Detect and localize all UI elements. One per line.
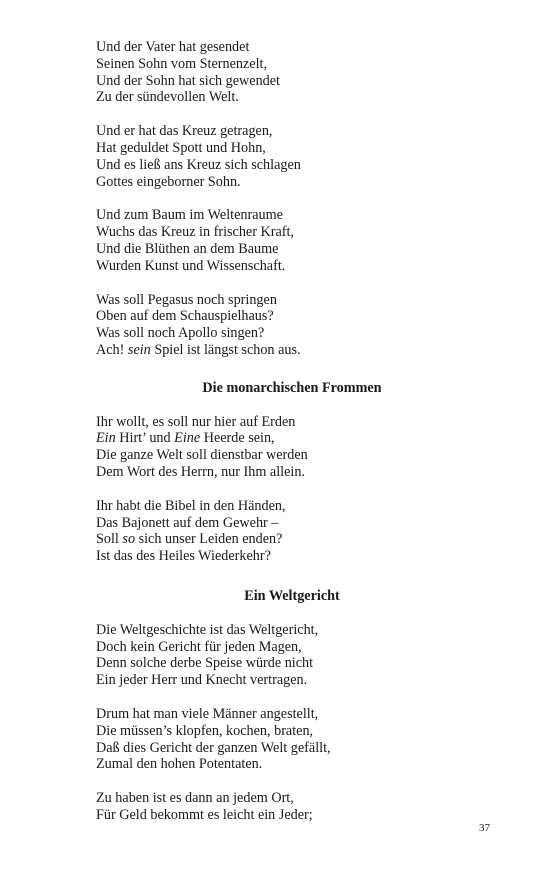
stanza [96, 207, 496, 274]
verse-line [96, 292, 496, 309]
verse-text: Ist das des Heiles Wiederkehr? [96, 548, 271, 565]
verse-text: Zumal den hohen Potentaten. [96, 756, 263, 773]
verse-text: Doch kein Gericht für jeden Magen, [96, 638, 302, 655]
verse-line [96, 706, 496, 723]
verse-line [96, 756, 496, 773]
verse-text: Die ganze Welt soll dienstbar werden [96, 447, 308, 464]
verse-text: Ihr wollt, es soll nur hier auf Erden [96, 413, 296, 430]
stanza [96, 498, 496, 565]
verse-line [96, 498, 496, 515]
verse-text: Soll [96, 531, 123, 548]
verse-text: Was soll Pegasus noch springen [96, 291, 277, 308]
verse-text: Die Weltgeschichte ist das Weltgericht, [96, 621, 319, 638]
verse-text: Wurden Kunst und Wissenschaft. [96, 257, 286, 274]
page-number: 37 [479, 822, 490, 834]
verse-text: Hirt’ und [115, 430, 175, 447]
verse-line [96, 123, 496, 140]
verse-text: Spiel ist längst schon aus. [150, 341, 301, 358]
verse-line [96, 157, 496, 174]
verse-line [96, 515, 496, 532]
verse-line [96, 325, 496, 342]
verse-line [96, 740, 496, 757]
verse-line [96, 548, 496, 565]
verse-line [96, 174, 496, 191]
verse-line [96, 258, 496, 275]
stanza [96, 414, 496, 481]
verse-line [96, 241, 496, 258]
stanza [96, 706, 496, 773]
verse-text: Gottes eingeborner Sohn. [96, 173, 241, 190]
stanza [96, 790, 496, 824]
emphasized-word: sein [127, 341, 151, 358]
emphasized-word: so [122, 531, 136, 548]
verse-line [96, 89, 496, 106]
verse-text: Hat geduldet Spott und Hohn, [96, 139, 266, 156]
verse-line [96, 807, 496, 824]
verse-text: Und der Vater hat gesendet [96, 39, 250, 55]
poem-text [96, 39, 496, 841]
verse-line [96, 531, 496, 548]
verse-text: Dem Wort des Herrn, nur Ihm allein. [96, 463, 305, 480]
verse-line [96, 140, 496, 157]
verse-line [96, 639, 496, 656]
verse-line [96, 342, 496, 359]
verse-line [96, 655, 496, 672]
stanza [96, 39, 496, 106]
verse-text: Drum hat man viele Männer angestellt, [96, 705, 319, 722]
verse-text: Und zum Baum im Weltenraume [96, 207, 283, 224]
stanza [96, 123, 496, 190]
stanza [96, 622, 496, 689]
verse-text: Ach! [96, 341, 128, 358]
verse-text: Das Bajonett auf dem Gewehr – [96, 514, 279, 531]
verse-line [96, 672, 496, 689]
verse-text: Wuchs das Kreuz in frischer Kraft, [96, 224, 294, 241]
poem-title: Ein Weltgericht [244, 587, 340, 604]
emphasized-word: Eine [174, 430, 201, 447]
verse-line [96, 723, 496, 740]
verse-line [96, 207, 496, 224]
verse-text: Für Geld bekommt es leicht ein Jeder; [96, 806, 313, 823]
verse-line [96, 224, 496, 241]
verse-line [96, 622, 496, 639]
emphasized-word: Ein [96, 430, 116, 447]
verse-text: Ihr habt die Bibel in den Händen, [96, 497, 286, 514]
verse-text: Zu haben ist es dann an jedem Ort, [96, 790, 294, 807]
verse-line [96, 73, 496, 90]
verse-line [96, 39, 496, 56]
verse-text: Und er hat das Kreuz getragen, [96, 123, 273, 140]
verse-line [96, 447, 496, 464]
verse-text: sich unser Leiden enden? [135, 531, 283, 548]
poem-title: Die monarchischen Frommen [202, 379, 382, 396]
verse-line [96, 790, 496, 807]
verse-text: Die müssen’s klopfen, kochen, braten, [96, 722, 314, 739]
verse-text: Heerde sein, [200, 430, 275, 447]
verse-text: Denn solche derbe Speise würde nicht [96, 655, 314, 672]
verse-text: Und es ließ ans Kreuz sich schlagen [96, 156, 301, 173]
stanza [96, 292, 496, 359]
verse-text: Seinen Sohn vom Sternenzelt, [96, 55, 268, 72]
verse-line [96, 56, 496, 73]
verse-text: Oben auf dem Schauspielhaus? [96, 308, 274, 325]
verse-text: Und der Sohn hat sich gewendet [96, 72, 281, 89]
verse-text: Daß dies Gericht der ganzen Welt gefällt, [96, 739, 331, 756]
verse-text: Zu der sündevollen Welt. [96, 89, 239, 106]
verse-text: Ein jeder Herr und Knecht vertragen. [96, 672, 308, 689]
verse-text: Und die Blüthen an dem Baume [96, 240, 279, 257]
verse-line [96, 430, 496, 447]
verse-line [96, 464, 496, 481]
verse-line [96, 414, 496, 431]
verse-line [96, 308, 496, 325]
verse-text: Was soll noch Apollo singen? [96, 325, 265, 342]
